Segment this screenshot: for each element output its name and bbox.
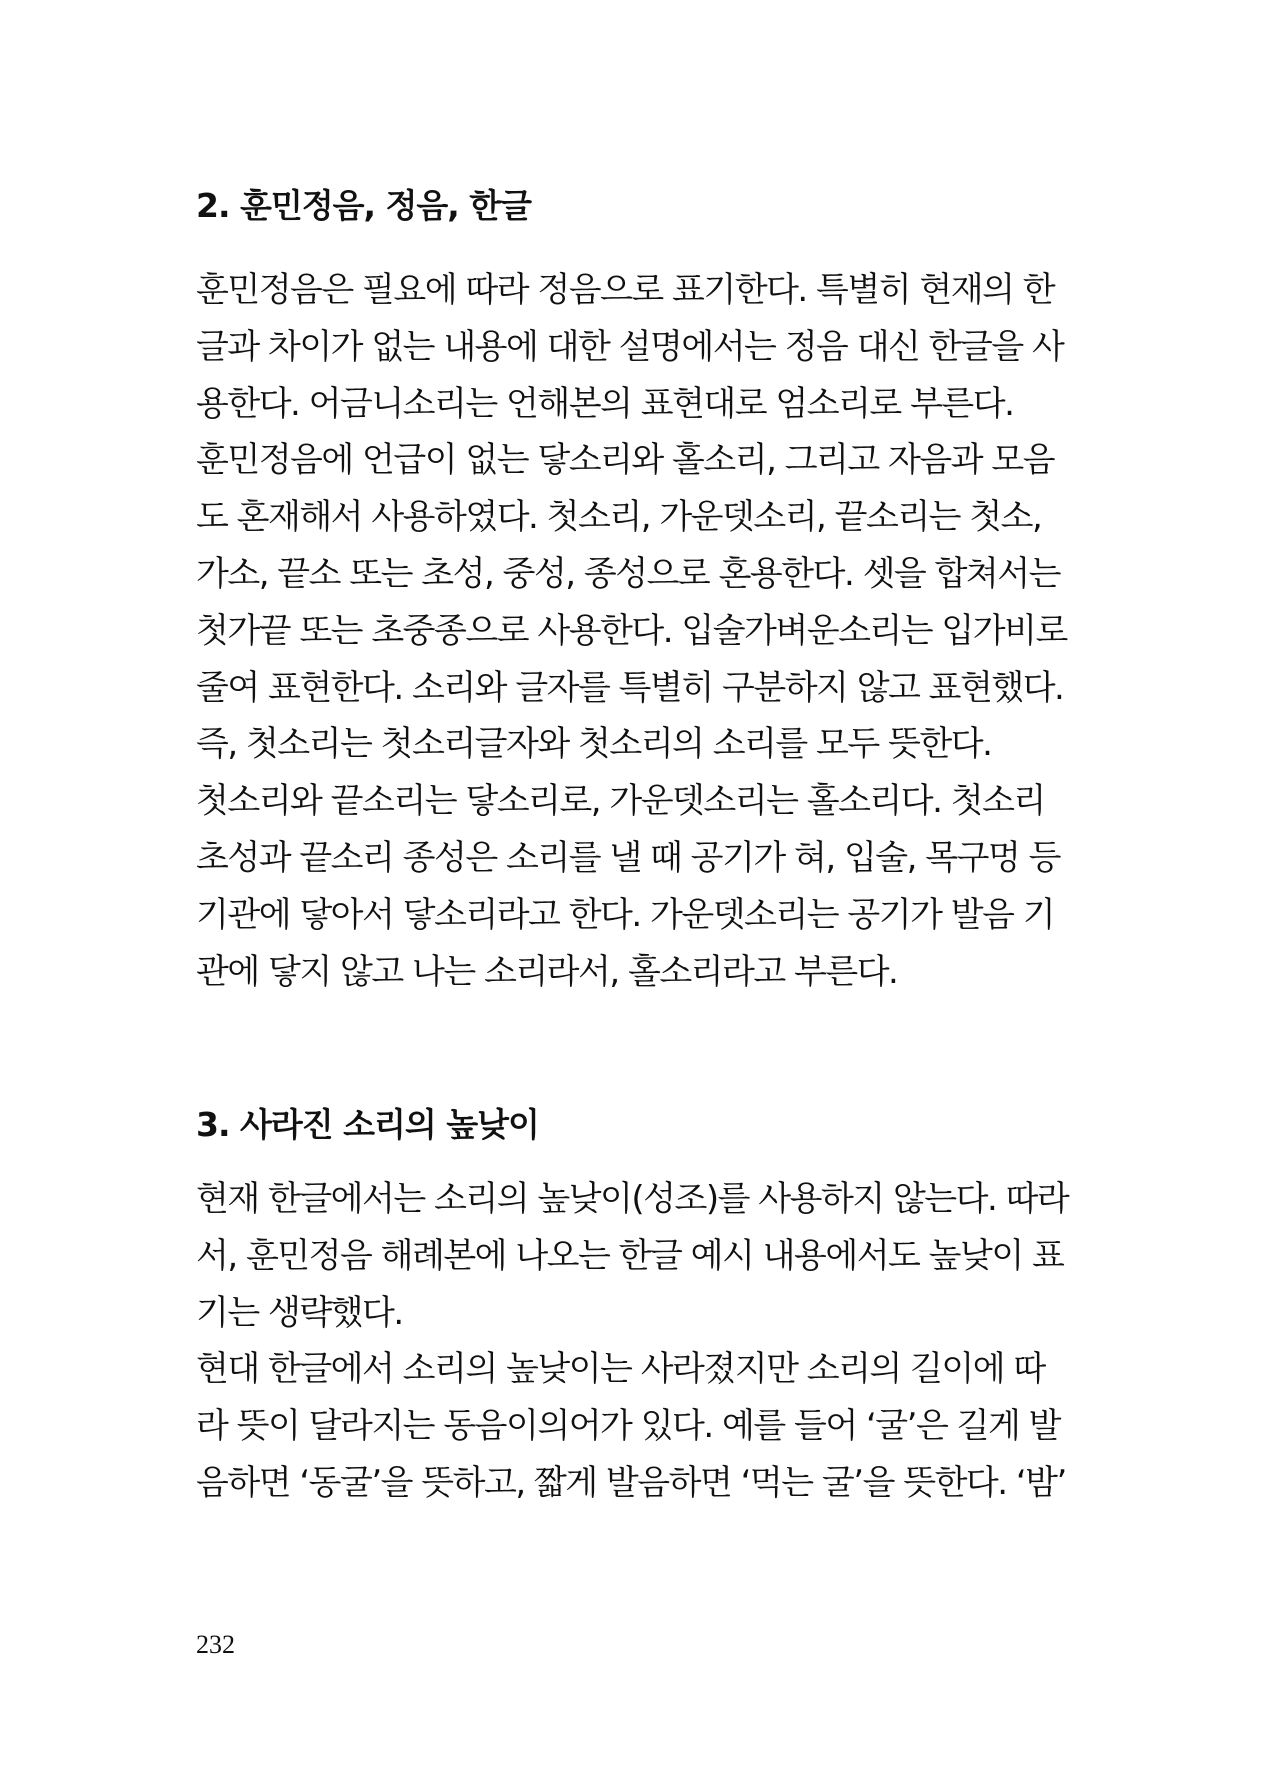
text-line: 첫소리와 끝소리는 닿소리로, 가운뎃소리는 홀소리다. 첫소리	[196, 781, 1045, 822]
text-line: 훈민정음은 필요에 따라 정음으로 표기한다. 특별히 현재의 한	[196, 270, 1055, 310]
text-line: 기는 생략했다.	[196, 1292, 403, 1333]
text-line: 줄여 표현한다. 소리와 글자를 특별히 구분하지 않고 표현했다.	[196, 667, 1064, 708]
text-line: 초성과 끝소리 종성은 소리를 낼 때 공기가 혀, 입술, 목구멍 등	[196, 837, 1060, 878]
text-line: 서, 훈민정음 해례본에 나오는 한글 예시 내용에서도 높낮이 표	[196, 1235, 1064, 1276]
text-line: 글과 차이가 없는 내용에 대한 설명에서는 정음 대신 한글을 사	[196, 326, 1064, 367]
text-line: 라 뜻이 달라지는 동음이의어가 있다. 예를 들어 ‘굴’은 길게 발	[196, 1406, 1060, 1447]
text-line: 관에 닿지 않고 나는 소리라서, 홀소리라고 부른다.	[196, 951, 898, 992]
text-line: 가소, 끝소 또는 초성, 중성, 종성으로 혼용한다. 셋을 합쳐서는	[196, 553, 1060, 594]
section-heading-hunminjeongeum: 2. 훈민정음, 정음, 한글	[196, 186, 532, 225]
page-number: 232	[196, 1630, 235, 1659]
section-heading-lost-pitch: 3. 사라진 소리의 높낮이	[196, 1105, 539, 1144]
section-body-hunminjeongeum	[196, 262, 1116, 1000]
text-line: 첫가끝 또는 초중종으로 사용한다. 입술가벼운소리는 입가비로	[196, 610, 1067, 651]
text-line: 도 혼재해서 사용하였다. 첫소리, 가운뎃소리, 끝소리는 첫소,	[196, 497, 1042, 538]
text-line: 즉, 첫소리는 첫소리글자와 첫소리의 소리를 모두 뜻한다.	[196, 724, 992, 765]
text-line: 현대 한글에서 소리의 높낮이는 사라졌지만 소리의 길이에 따	[196, 1349, 1045, 1390]
text-line: 현재 한글에서는 소리의 높낮이(성조)를 사용하지 않는다. 따라	[196, 1179, 1069, 1219]
text-line: 기관에 닿아서 닿소리라고 한다. 가운뎃소리는 공기가 발음 기	[196, 894, 1055, 935]
text-line: 훈민정음에 언급이 없는 닿소리와 홀소리, 그리고 자음과 모음	[196, 440, 1055, 481]
text-line: 용한다. 어금니소리는 언해본의 표현대로 엄소리로 부른다.	[196, 383, 1014, 424]
text-line: 음하면 ‘동굴’을 뜻하고, 짧게 발음하면 ‘먹는 굴’을 뜻한다. ‘밤’	[196, 1462, 1066, 1503]
section-body-lost-pitch	[196, 1171, 1116, 1512]
